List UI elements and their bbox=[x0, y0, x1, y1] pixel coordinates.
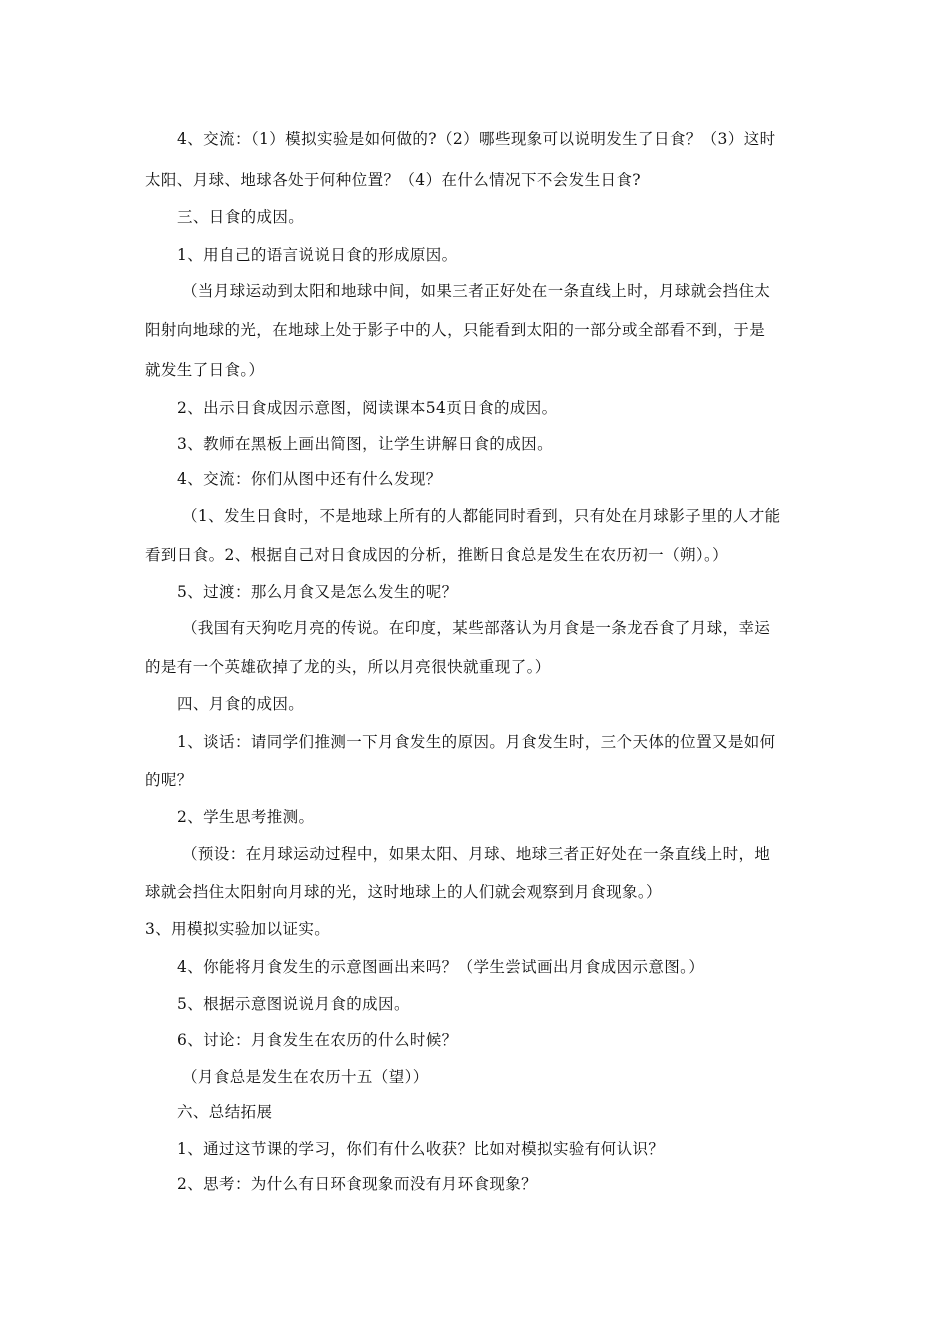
paragraph-line: 5、过渡：那么月食又是怎么发生的呢？ bbox=[177, 583, 458, 601]
paragraph-line: 就发生了日食。） bbox=[145, 361, 265, 379]
paragraph-line: 1、通过这节课的学习，你们有什么收获？比如对模拟实验有何认识？ bbox=[177, 1140, 665, 1158]
paragraph-line: 1、谈话：请同学们推测一下月食发生的原因。月食发生时，三个天体的位置又是如何 bbox=[177, 733, 776, 751]
paragraph-line: （月食总是发生在农历十五（望）） bbox=[182, 1068, 429, 1086]
paragraph-line: 的呢？ bbox=[145, 771, 193, 789]
paragraph-line: （预设：在月球运动过程中，如果太阳、月球、地球三者正好处在一条直线上时，地 bbox=[182, 845, 771, 863]
paragraph-line: 1、用自己的语言说说日食的形成原因。 bbox=[177, 246, 458, 264]
section-heading: 四、月食的成因。 bbox=[177, 695, 305, 713]
paragraph-line: 球就会挡住太阳射向月球的光，这时地球上的人们就会观察到月食现象。） bbox=[145, 883, 662, 901]
paragraph-line: 3、用模拟实验加以证实。 bbox=[145, 920, 331, 938]
paragraph-line: 4、你能将月食发生的示意图画出来吗？（学生尝试画出月食成因示意图。） bbox=[177, 958, 705, 976]
paragraph-line: （我国有天狗吃月亮的传说。在印度，某些部落认为月食是一条龙吞食了月球，幸运 bbox=[182, 619, 771, 637]
paragraph-line: （当月球运动到太阳和地球中间，如果三者正好处在一条直线上时，月球就会挡住太 bbox=[182, 282, 771, 300]
paragraph-line: 看到日食。2、根据自己对日食成因的分析，推断日食总是发生在农历初一（朔）。） bbox=[145, 546, 729, 564]
paragraph-line: 4、交流：（1）模拟实验是如何做的?（2）哪些现象可以说明发生了日食？（3）这时 bbox=[177, 130, 776, 148]
paragraph-line: 2、出示日食成因示意图，阅读课本54页日食的成因。 bbox=[177, 399, 558, 417]
paragraph-line: 阳射向地球的光，在地球上处于影子中的人，只能看到太阳的一部分或全部看不到，于是 bbox=[145, 321, 766, 339]
paragraph-line: 2、思考：为什么有日环食现象而没有月环食现象？ bbox=[177, 1175, 538, 1193]
section-heading: 三、日食的成因。 bbox=[177, 208, 305, 226]
paragraph-line: （1、发生日食时，不是地球上所有的人都能同时看到，只有处在月球影子里的人才能 bbox=[182, 507, 781, 525]
paragraph-line: 2、学生思考推测。 bbox=[177, 808, 315, 826]
paragraph-line: 4、交流：你们从图中还有什么发现？ bbox=[177, 470, 442, 488]
paragraph-line: 太阳、月球、地球各处于何种位置？（4）在什么情况下不会发生日食? bbox=[145, 171, 641, 189]
paragraph-line: 6、讨论：月食发生在农历的什么时候？ bbox=[177, 1031, 458, 1049]
paragraph-line: 3、教师在黑板上画出简图，让学生讲解日食的成因。 bbox=[177, 435, 553, 453]
paragraph-line: 5、根据示意图说说月食的成因。 bbox=[177, 995, 410, 1013]
paragraph-line: 的是有一个英雄砍掉了龙的头，所以月亮很快就重现了。） bbox=[145, 658, 551, 676]
section-heading: 六、总结拓展 bbox=[177, 1103, 273, 1121]
